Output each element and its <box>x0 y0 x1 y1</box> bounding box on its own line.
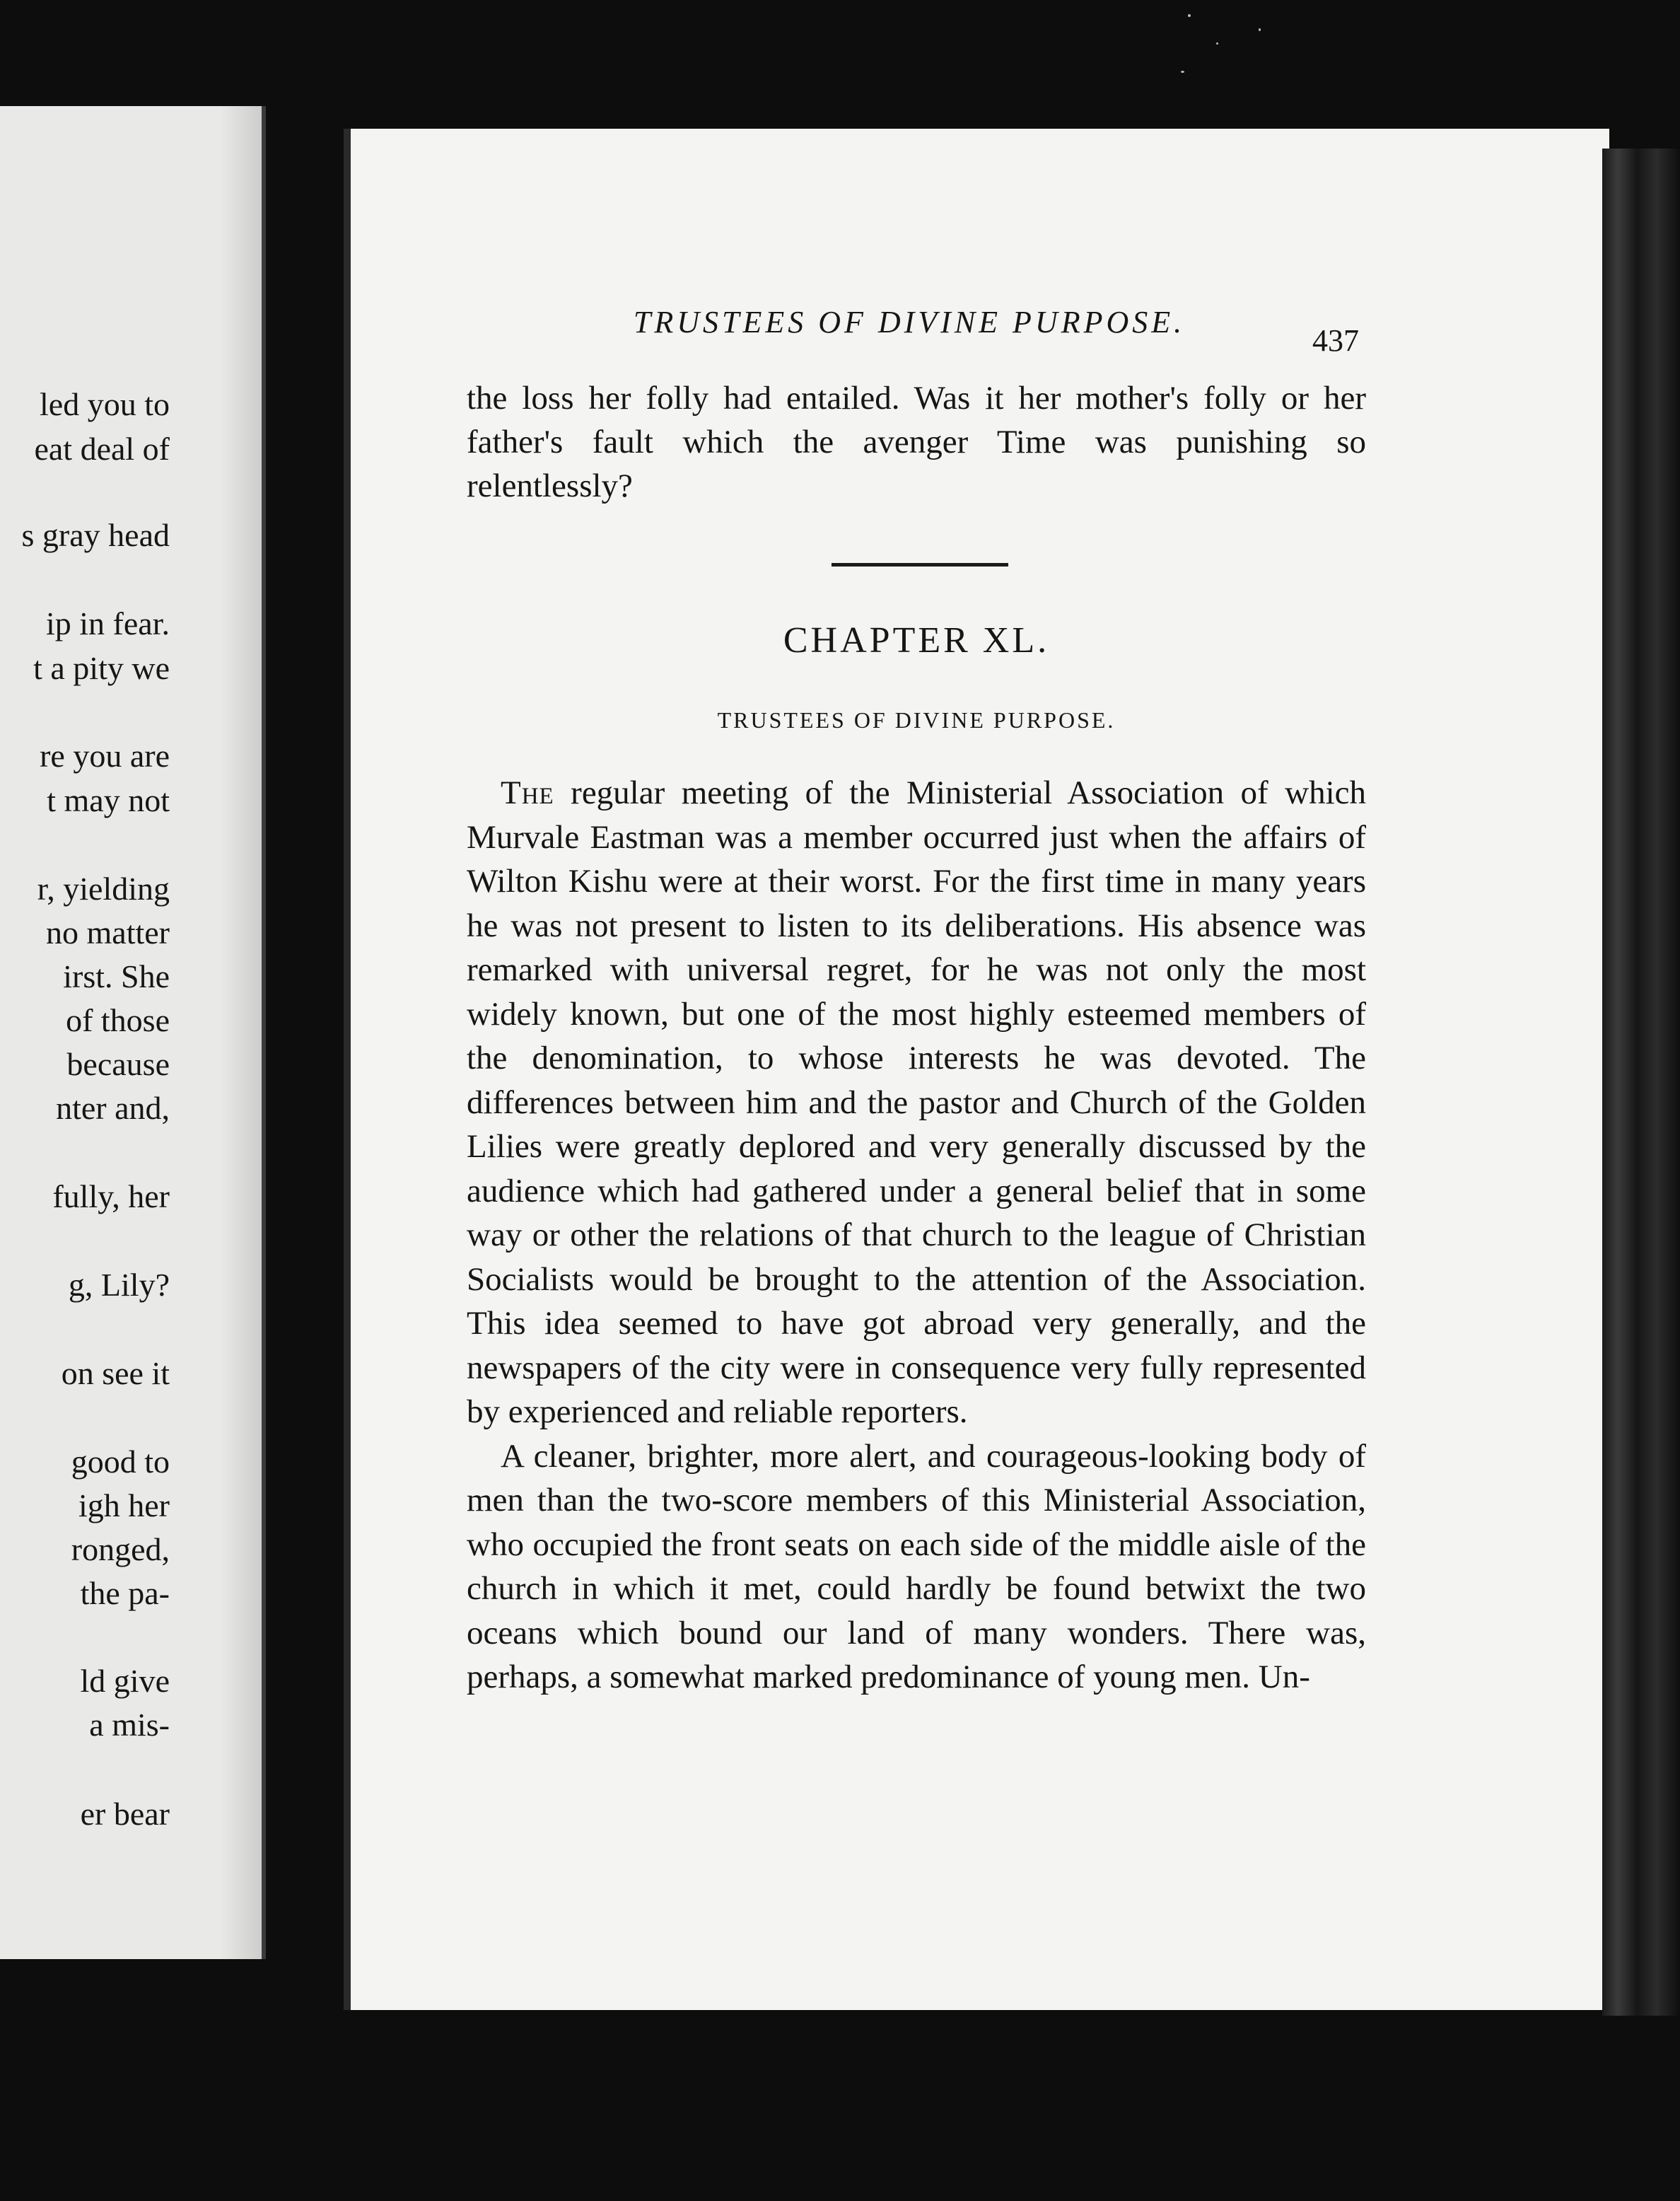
left-page-line: s gray head <box>21 517 170 553</box>
paragraph-lead-word: The <box>501 774 554 811</box>
left-page-line: fully, her <box>52 1178 170 1214</box>
chapter-subtitle: TRUSTEES OF DIVINE PURPOSE. <box>717 707 1116 733</box>
opening-text <box>467 376 1366 508</box>
left-page-line: igh her <box>78 1487 170 1523</box>
left-page-line: no matter <box>46 914 170 951</box>
left-page-line: t a pity we <box>33 650 170 686</box>
left-page-line: re you are <box>40 738 170 774</box>
paragraph-text: regular meeting of the Ministerial Association of which Murvale Eastman was a member occurred just when the affairs of Wilton Kishu were at their worst. For the first time in many years he was not present to listen to its deliberations. His absence was remarked with universal regret, for he was not only the most widely known, but one of the most highly esteemed members of the denomination, to whose interests he was devoted. The differences between him and the pastor and Church of the Golden Lilies were greatly deplored and very generally discussed by the audience which had gathered under a general belief that in some way or other the relations of that church to the league of Christian Socialists would be brought to the attention of the Association. This idea seemed to have got abroad very generally, and the newspapers of the city were in consequence very fully represented by experienced and reliable reporters. <box>467 774 1367 1430</box>
left-page-line: irst. She <box>63 958 170 994</box>
opening-paragraph: the loss her folly had entailed. Was it her mother's folly or her father's fault which the avenger Time was punishing so relentlessly? <box>467 380 1366 504</box>
section-divider <box>832 563 1008 567</box>
left-page-line: t may not <box>47 782 170 818</box>
left-page-line: nter and, <box>56 1090 170 1126</box>
running-head: TRUSTEES OF DIVINE PURPOSE. <box>633 305 1186 339</box>
left-page-line: eat deal of <box>34 431 170 467</box>
left-page-line: ip in fear. <box>46 605 170 641</box>
gutter-shadow <box>219 106 262 1959</box>
left-page-line: a mis- <box>89 1707 170 1743</box>
left-page-line: g, Lily? <box>68 1267 170 1303</box>
left-page-line: er bear <box>80 1796 170 1832</box>
left-page-line: led you to <box>40 386 170 422</box>
chapter-body <box>467 771 1366 1700</box>
left-page-line: on see it <box>61 1355 170 1391</box>
left-page-line: good to <box>71 1444 170 1480</box>
left-page-line: r, yielding <box>37 871 170 907</box>
scan-noise <box>1131 0 1414 99</box>
book-page-edges <box>1602 149 1680 2016</box>
left-page-line: ld give <box>80 1663 170 1699</box>
chapter-title: CHAPTER XL. <box>783 620 1050 661</box>
left-page-line: ronged, <box>71 1531 170 1567</box>
left-page-line: of those <box>66 1002 170 1038</box>
body-paragraph <box>467 771 1366 1434</box>
left-page-line: the pa- <box>80 1575 170 1611</box>
left-page <box>0 106 266 1959</box>
body-paragraph: A cleaner, brighter, more alert, and courageous-looking body of men than the two-score members of this Ministerial Association, who occupied the front seats on each side of the middle aisle of the church in which it met, could hardly be found betwixt the two oceans which bound our land of many wonders. There was, perhaps, a somewhat marked predominance of young men. Un- <box>467 1437 1366 1695</box>
page-number: 437 <box>1312 323 1359 358</box>
left-page-line: because <box>66 1046 170 1082</box>
